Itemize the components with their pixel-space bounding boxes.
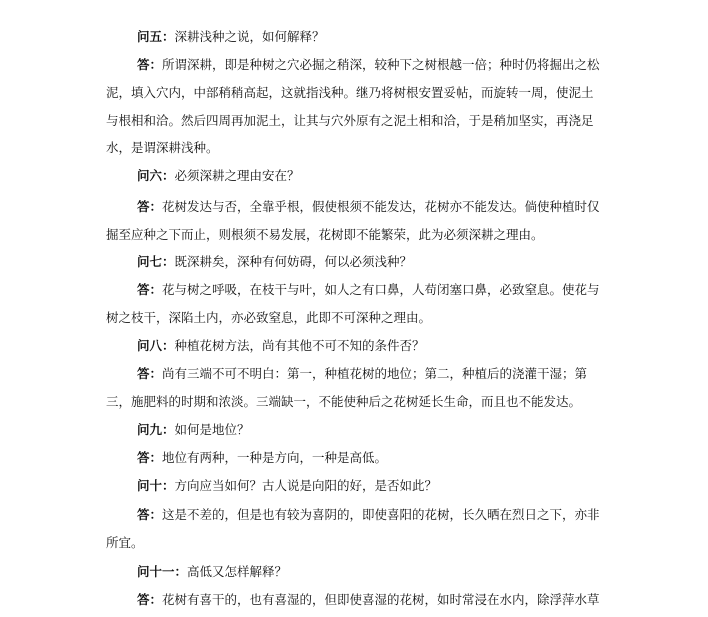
question-9 [106, 416, 603, 444]
answer-text: 尚有三端不可不明白：第一，种植花树的地位；第二，种植后的浇灌干湿；第三，施肥料的时期和浓淡。三端缺一，不能使种后之花树延长生命，而且也不能发达。 [106, 366, 588, 409]
answer-5 [106, 51, 603, 162]
question-8 [106, 332, 603, 360]
answer-10 [106, 501, 603, 557]
question-10 [106, 472, 603, 500]
answer-text: 花与树之呼吸，在枝干与叶，如人之有口鼻，人苟闭塞口鼻，必致窒息。使花与树之枝干，深陷土内，亦必致窒息，此即不可深种之理由。 [106, 282, 600, 325]
answer-label: 答： [137, 507, 163, 522]
question-text: 高低又怎样解释？ [187, 564, 288, 579]
answer-label: 答： [137, 57, 163, 72]
answer-label: 答： [137, 199, 163, 214]
question-text: 方向应当如何？古人说是向阳的好，是否如此？ [174, 478, 438, 493]
answer-8 [106, 360, 603, 416]
question-text: 种植花树方法，尚有其他不可不知的条件否？ [174, 338, 425, 353]
question-label: 问六： [137, 168, 175, 183]
question-text: 深耕浅种之说，如何解释？ [174, 29, 325, 44]
question-label: 问十一： [137, 564, 188, 579]
question-7 [106, 248, 603, 276]
answer-label: 答： [137, 592, 163, 607]
answer-7 [106, 276, 603, 332]
answer-text: 花树有喜干的，也有喜湿的，但即使喜湿的花树，如时常浸在水内，除浮萍水草 [162, 592, 600, 607]
question-label: 问九： [137, 422, 175, 437]
question-6 [106, 162, 603, 190]
question-label: 问十： [137, 478, 175, 493]
question-label: 问八： [137, 338, 175, 353]
answer-11 [106, 586, 603, 614]
question-text: 必须深耕之理由安在？ [174, 168, 300, 183]
answer-text: 所谓深耕，即是种树之穴必掘之稍深，较种下之树根越一倍；种时仍将掘出之松泥，填入穴内，中部稍稍高起，这就指浅种。继乃将树根安置妥帖，而旋转一周，使泥土与根相和洽。然后四周再加泥土，让其与穴外原有之泥土相和洽，于是稍加坚实，再浇足水，是谓深耕浅种。 [106, 57, 600, 156]
answer-label: 答： [137, 366, 163, 381]
answer-text: 这是不差的，但是也有较为喜阴的，即使喜阳的花树，长久晒在烈日之下，亦非所宜。 [106, 507, 600, 550]
answer-label: 答： [137, 450, 163, 465]
question-text: 既深耕矣，深种有何妨碍，何以必须浅种？ [174, 254, 413, 269]
question-label: 问五： [137, 29, 175, 44]
question-5 [106, 23, 603, 51]
question-11 [106, 558, 603, 586]
question-label: 问七： [137, 254, 175, 269]
question-text: 如何是地位？ [174, 422, 250, 437]
answer-text: 地位有两种，一种是方向，一种是高低。 [162, 450, 388, 465]
answer-text: 花树发达与否，全靠乎根，假使根须不能发达，花树亦不能发达。倘使种植时仅掘至应种之下而止，则根须不易发展，花树即不能繁荣，此为必须深耕之理由。 [106, 199, 600, 242]
answer-label: 答： [137, 282, 163, 297]
answer-9 [106, 444, 603, 472]
answer-6 [106, 193, 603, 249]
